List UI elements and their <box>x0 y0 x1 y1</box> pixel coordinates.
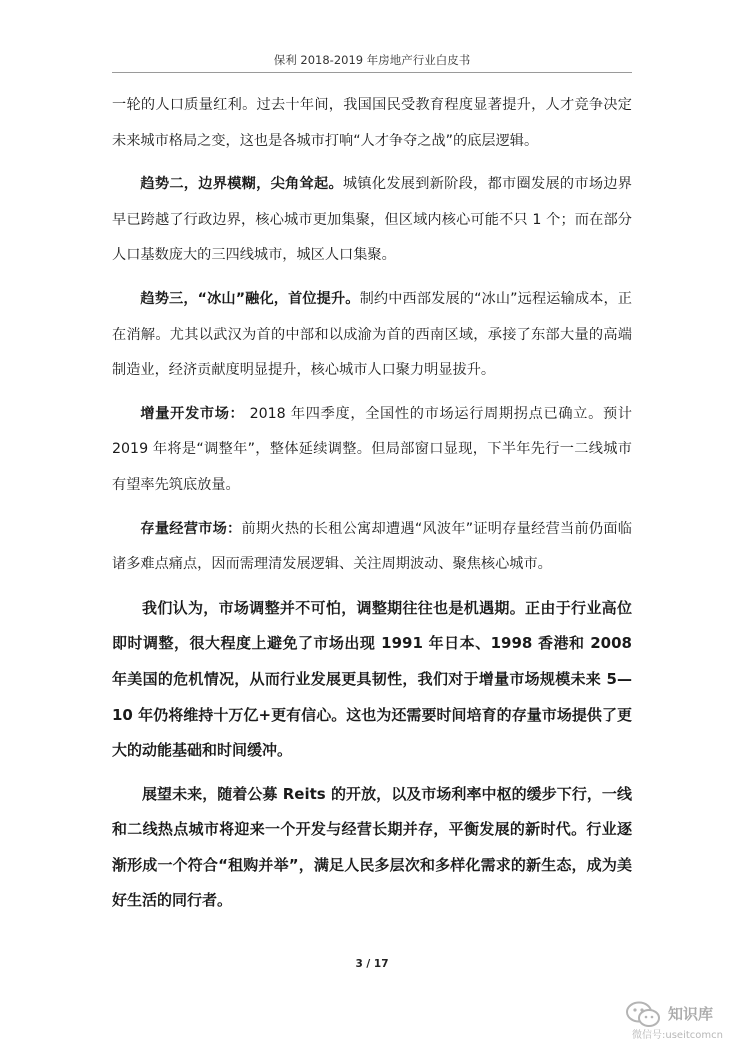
trend-3-text: 制约中西部发展的“冰山”远程运输成本，正在消解。尤其以武汉为首的中部和以成渝为首的西南区域，承接了东部大量的高端制造业，经济贡献度明显提升，核心城市人口聚力明显拔升。 <box>112 290 632 379</box>
watermark <box>624 1000 744 1048</box>
paragraph-trend-3 <box>112 282 632 389</box>
page-number: 3 / 17 <box>355 958 389 970</box>
page-header <box>112 48 632 73</box>
stock-market-heading: 存量经营市场： <box>140 520 242 537</box>
incremental-market-heading: 增量开发市场： <box>140 405 245 422</box>
document-body <box>112 88 632 919</box>
paragraph-incremental-market <box>112 397 632 504</box>
header-title: 保利 2018-2019 年房地产行业白皮书 <box>273 53 471 67</box>
paragraph-stock-market <box>112 512 632 583</box>
incremental-market-text: 2018 年四季度，全国性的市场运行周期拐点已确立。预计 2019 年将是“调整年”，整体延续调整。但局部窗口显现，下半年先行一二线城市有望率先筑底放量。 <box>112 405 632 493</box>
paragraph-opinion: 我们认为，市场调整并不可怕，调整期往往也是机遇期。正由于行业高位即时调整，很大程度上避免了市场出现 1991 年日本、1998 香港和 2008 年美国的危机情况，从而行业发展更具韧性，我们对于增量市场规模未来 5—10 年仍将维持十万亿+更有信心。这也为还需要时间培育的存量市场提供了更大的动能基础和时间缓冲。 <box>112 598 632 760</box>
watermark-sub: 微信号:useitcomcn <box>632 1030 723 1041</box>
trend-2-text: 城镇化发展到新阶段，都市圈发展的市场边界早已跨越了行政边界，核心城市更加集聚，但区域内核心可能不只 1 个；而在部分人口基数庞大的三四线城市，城区人口集聚。 <box>112 176 632 264</box>
stock-market-text: 前期火热的长租公寓却遭遇“风波年”证明存量经营当前仍面临诸多难点痛点，因而需理清发展逻辑、关注周期波动、聚焦核心城市。 <box>112 520 632 573</box>
paragraph-1: 一轮的人口质量红利。过去十年间，我国国民受教育程度显著提升，人才竞争决定未来城市格局之变，这也是各城市打响“人才争夺之战”的底层逻辑。 <box>112 97 632 149</box>
paragraph-trend-2 <box>112 167 632 274</box>
trend-3-heading: 趋势三，“冰山”融化，首位提升。 <box>140 290 360 307</box>
trend-2-heading: 趋势二，边界模糊，尖角耸起。 <box>140 176 343 193</box>
paragraph-outlook: 展望未来，随着公募 Reits 的开放，以及市场利率中枢的缓步下行，一线和二线热点城市将迎来一个开发与经营长期并存，平衡发展的新时代。行业逐渐形成一个符合“租购并举”，满足人民多层次和多样化需求的新生态，成为美好生活的同行者。 <box>112 784 632 910</box>
watermark-name: 知识库 <box>668 1005 714 1023</box>
